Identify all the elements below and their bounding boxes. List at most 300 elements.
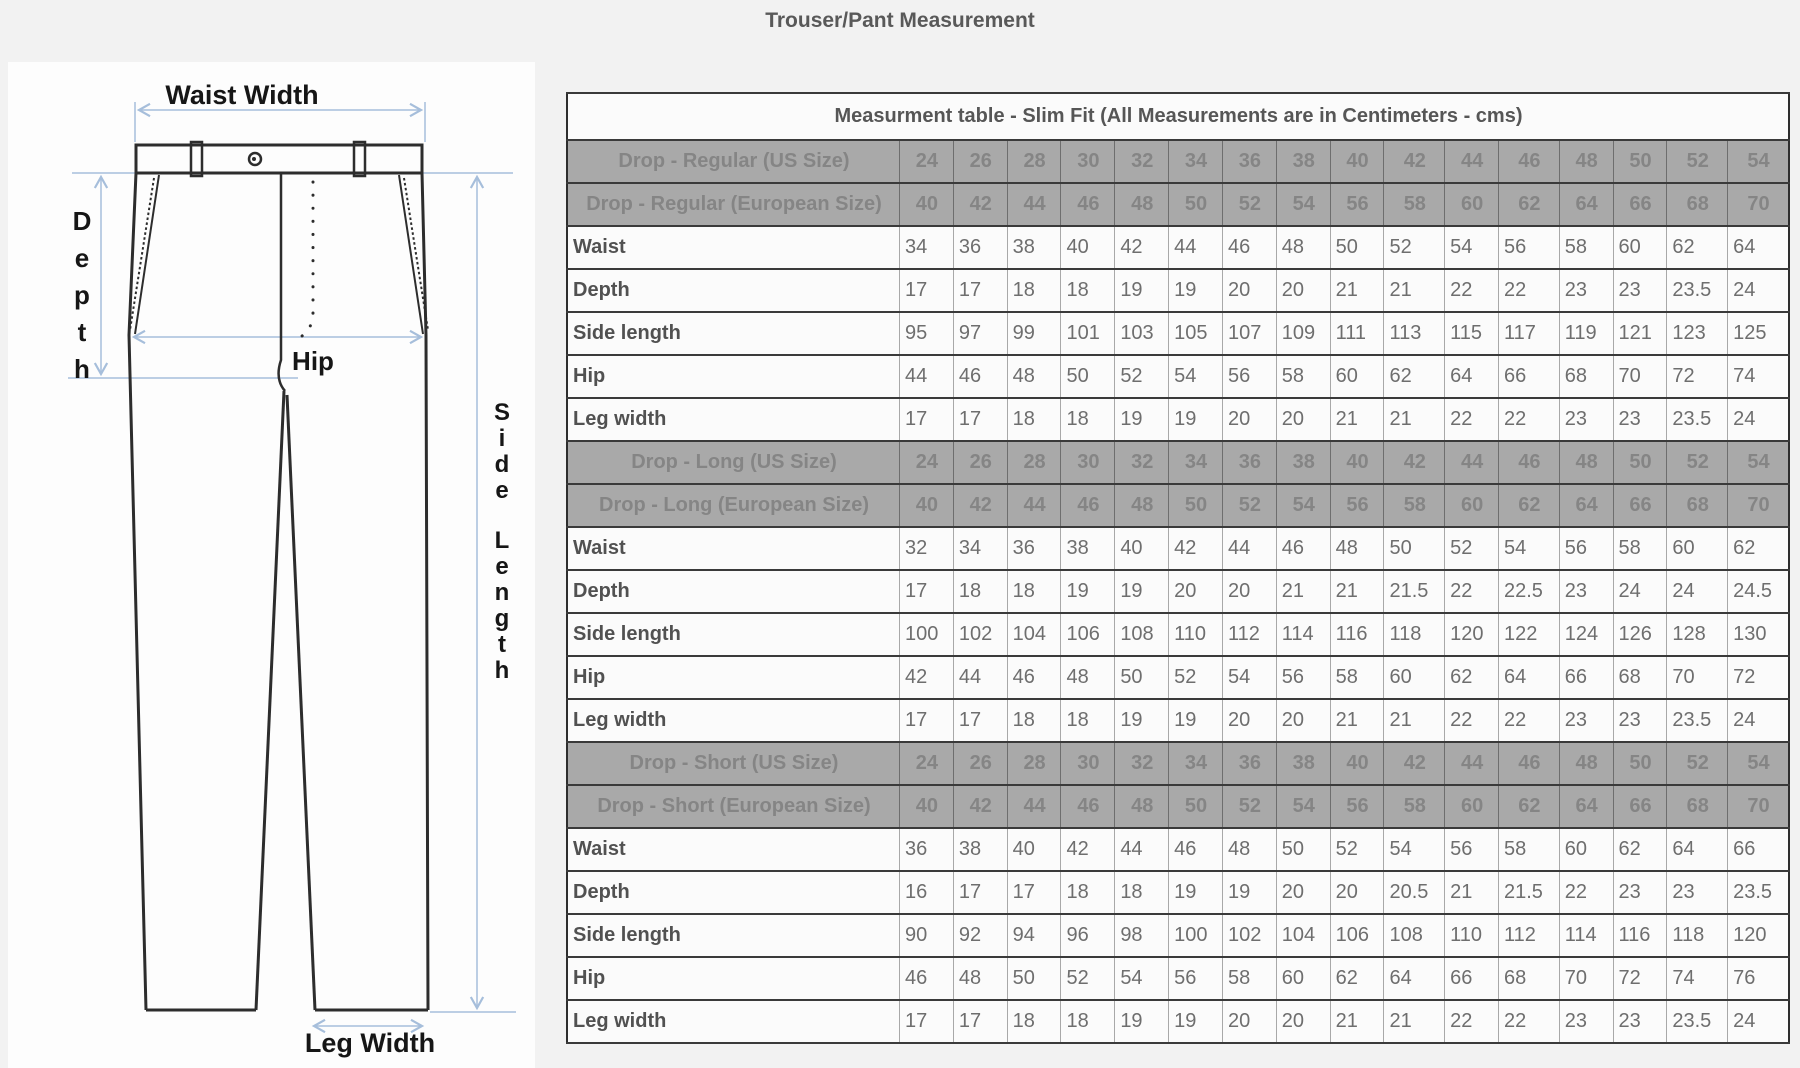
value-cell: 19 bbox=[1169, 871, 1223, 914]
us-size-cell: 34 bbox=[1169, 140, 1223, 183]
depth-label: D e p t h bbox=[72, 206, 92, 384]
value-cell: 60 bbox=[1559, 828, 1613, 871]
value-cell: 48 bbox=[1276, 226, 1330, 269]
row-label: Leg width bbox=[567, 398, 900, 441]
table-row bbox=[567, 570, 1789, 613]
value-cell: 58 bbox=[1499, 828, 1560, 871]
value-cell: 62 bbox=[1384, 355, 1445, 398]
us-size-cell: 52 bbox=[1667, 441, 1728, 484]
us-size-cell: 30 bbox=[1061, 441, 1115, 484]
value-cell: 115 bbox=[1445, 312, 1499, 355]
eu-size-cell: 48 bbox=[1115, 785, 1169, 828]
value-cell: 100 bbox=[1169, 914, 1223, 957]
value-cell: 46 bbox=[1169, 828, 1223, 871]
size-row-us-0 bbox=[567, 140, 1789, 183]
table-row bbox=[567, 527, 1789, 570]
value-cell: 23.5 bbox=[1667, 398, 1728, 441]
value-cell: 22 bbox=[1499, 398, 1560, 441]
value-cell: 46 bbox=[1222, 226, 1276, 269]
value-cell: 22 bbox=[1445, 398, 1499, 441]
value-cell: 56 bbox=[1169, 957, 1223, 1000]
value-cell: 42 bbox=[900, 656, 954, 699]
eu-size-cell: 64 bbox=[1559, 785, 1613, 828]
value-cell: 21 bbox=[1445, 871, 1499, 914]
value-cell: 62 bbox=[1728, 527, 1789, 570]
eu-size-cell: 58 bbox=[1384, 183, 1445, 226]
value-cell: 130 bbox=[1728, 613, 1789, 656]
value-cell: 40 bbox=[1061, 226, 1115, 269]
value-cell: 60 bbox=[1667, 527, 1728, 570]
value-cell: 116 bbox=[1330, 613, 1384, 656]
value-cell: 17 bbox=[953, 269, 1007, 312]
value-cell: 42 bbox=[1115, 226, 1169, 269]
value-cell: 62 bbox=[1667, 226, 1728, 269]
eu-size-cell: 44 bbox=[1007, 484, 1061, 527]
eu-size-cell: 70 bbox=[1728, 785, 1789, 828]
size-row-eu-2 bbox=[567, 785, 1789, 828]
eu-size-cell: 54 bbox=[1276, 484, 1330, 527]
eu-size-cell: 40 bbox=[900, 785, 954, 828]
value-cell: 64 bbox=[1728, 226, 1789, 269]
measurement-table-wrap bbox=[566, 92, 1790, 1044]
value-cell: 66 bbox=[1559, 656, 1613, 699]
value-cell: 21.5 bbox=[1499, 871, 1560, 914]
value-cell: 112 bbox=[1499, 914, 1560, 957]
row-label: Hip bbox=[567, 656, 900, 699]
value-cell: 20 bbox=[1222, 269, 1276, 312]
us-size-cell: 50 bbox=[1613, 140, 1667, 183]
value-cell: 18 bbox=[1061, 269, 1115, 312]
value-cell: 116 bbox=[1613, 914, 1667, 957]
value-cell: 76 bbox=[1728, 957, 1789, 1000]
value-cell: 21 bbox=[1330, 570, 1384, 613]
eu-size-cell: 62 bbox=[1499, 183, 1560, 226]
row-label: Leg width bbox=[567, 1000, 900, 1043]
value-cell: 23 bbox=[1613, 1000, 1667, 1043]
us-size-cell: 44 bbox=[1445, 441, 1499, 484]
value-cell: 70 bbox=[1667, 656, 1728, 699]
us-size-cell: 44 bbox=[1445, 742, 1499, 785]
value-cell: 36 bbox=[1007, 527, 1061, 570]
row-label: Hip bbox=[567, 957, 900, 1000]
value-cell: 18 bbox=[1007, 699, 1061, 742]
us-size-cell: 32 bbox=[1115, 441, 1169, 484]
value-cell: 54 bbox=[1222, 656, 1276, 699]
value-cell: 22.5 bbox=[1499, 570, 1560, 613]
table-row bbox=[567, 269, 1789, 312]
value-cell: 114 bbox=[1276, 613, 1330, 656]
value-cell: 23.5 bbox=[1667, 699, 1728, 742]
eu-size-cell: 70 bbox=[1728, 484, 1789, 527]
measurement-table bbox=[566, 92, 1790, 1044]
value-cell: 20 bbox=[1276, 699, 1330, 742]
eu-size-cell: 42 bbox=[953, 484, 1007, 527]
table-row bbox=[567, 1000, 1789, 1043]
value-cell: 54 bbox=[1169, 355, 1223, 398]
value-cell: 48 bbox=[953, 957, 1007, 1000]
eu-size-cell: 52 bbox=[1222, 183, 1276, 226]
us-size-cell: 28 bbox=[1007, 140, 1061, 183]
value-cell: 60 bbox=[1330, 355, 1384, 398]
value-cell: 19 bbox=[1061, 570, 1115, 613]
us-size-cell: 32 bbox=[1115, 140, 1169, 183]
value-cell: 104 bbox=[1007, 613, 1061, 656]
eu-size-cell: 52 bbox=[1222, 785, 1276, 828]
us-size-cell: 26 bbox=[953, 742, 1007, 785]
eu-size-cell: 64 bbox=[1559, 484, 1613, 527]
value-cell: 64 bbox=[1384, 957, 1445, 1000]
value-cell: 66 bbox=[1445, 957, 1499, 1000]
value-cell: 100 bbox=[900, 613, 954, 656]
value-cell: 19 bbox=[1115, 269, 1169, 312]
value-cell: 42 bbox=[1061, 828, 1115, 871]
value-cell: 19 bbox=[1115, 699, 1169, 742]
value-cell: 64 bbox=[1667, 828, 1728, 871]
eu-size-cell: 66 bbox=[1613, 484, 1667, 527]
us-size-cell: 44 bbox=[1445, 140, 1499, 183]
value-cell: 48 bbox=[1007, 355, 1061, 398]
value-cell: 20 bbox=[1276, 269, 1330, 312]
table-row bbox=[567, 355, 1789, 398]
value-cell: 110 bbox=[1169, 613, 1223, 656]
value-cell: 118 bbox=[1667, 914, 1728, 957]
value-cell: 54 bbox=[1445, 226, 1499, 269]
value-cell: 38 bbox=[953, 828, 1007, 871]
value-cell: 21 bbox=[1384, 398, 1445, 441]
value-cell: 46 bbox=[900, 957, 954, 1000]
eu-size-cell: 66 bbox=[1613, 183, 1667, 226]
value-cell: 98 bbox=[1115, 914, 1169, 957]
value-cell: 20.5 bbox=[1384, 871, 1445, 914]
us-size-cell: 52 bbox=[1667, 140, 1728, 183]
us-size-cell: 48 bbox=[1559, 140, 1613, 183]
us-size-cell: 34 bbox=[1169, 742, 1223, 785]
row-label: Depth bbox=[567, 871, 900, 914]
value-cell: 58 bbox=[1276, 355, 1330, 398]
value-cell: 22 bbox=[1499, 699, 1560, 742]
value-cell: 101 bbox=[1061, 312, 1115, 355]
value-cell: 70 bbox=[1613, 355, 1667, 398]
value-cell: 18 bbox=[1007, 570, 1061, 613]
value-cell: 56 bbox=[1559, 527, 1613, 570]
value-cell: 118 bbox=[1384, 613, 1445, 656]
value-cell: 20 bbox=[1222, 398, 1276, 441]
value-cell: 121 bbox=[1613, 312, 1667, 355]
us-size-cell: 24 bbox=[900, 742, 954, 785]
table-row bbox=[567, 613, 1789, 656]
value-cell: 48 bbox=[1330, 527, 1384, 570]
value-cell: 72 bbox=[1613, 957, 1667, 1000]
value-cell: 56 bbox=[1276, 656, 1330, 699]
value-cell: 72 bbox=[1728, 656, 1789, 699]
us-size-cell: 50 bbox=[1613, 742, 1667, 785]
us-size-cell: 40 bbox=[1330, 140, 1384, 183]
eu-size-cell: 70 bbox=[1728, 183, 1789, 226]
eu-size-cell: 46 bbox=[1061, 183, 1115, 226]
value-cell: 66 bbox=[1499, 355, 1560, 398]
eu-size-cell: 58 bbox=[1384, 785, 1445, 828]
value-cell: 48 bbox=[1222, 828, 1276, 871]
us-size-cell: 38 bbox=[1276, 441, 1330, 484]
us-size-cell: 54 bbox=[1728, 742, 1789, 785]
value-cell: 50 bbox=[1007, 957, 1061, 1000]
eu-size-cell: 60 bbox=[1445, 785, 1499, 828]
us-size-cell: 46 bbox=[1499, 140, 1560, 183]
value-cell: 24 bbox=[1667, 570, 1728, 613]
value-cell: 23 bbox=[1559, 398, 1613, 441]
value-cell: 111 bbox=[1330, 312, 1384, 355]
value-cell: 106 bbox=[1330, 914, 1384, 957]
page-title: Trouser/Pant Measurement bbox=[765, 9, 1035, 32]
value-cell: 94 bbox=[1007, 914, 1061, 957]
value-cell: 18 bbox=[953, 570, 1007, 613]
row-label: Side length bbox=[567, 613, 900, 656]
us-size-cell: 36 bbox=[1222, 441, 1276, 484]
value-cell: 66 bbox=[1728, 828, 1789, 871]
value-cell: 19 bbox=[1115, 1000, 1169, 1043]
size-row-label: Drop - Regular (European Size) bbox=[567, 183, 900, 226]
row-label: Waist bbox=[567, 828, 900, 871]
value-cell: 22 bbox=[1445, 699, 1499, 742]
value-cell: 23 bbox=[1613, 269, 1667, 312]
value-cell: 50 bbox=[1115, 656, 1169, 699]
value-cell: 23.5 bbox=[1728, 871, 1789, 914]
value-cell: 68 bbox=[1499, 957, 1560, 1000]
value-cell: 117 bbox=[1499, 312, 1560, 355]
size-row-label: Drop - Short (US Size) bbox=[567, 742, 900, 785]
value-cell: 103 bbox=[1115, 312, 1169, 355]
value-cell: 46 bbox=[1007, 656, 1061, 699]
table-row bbox=[567, 828, 1789, 871]
value-cell: 24 bbox=[1728, 1000, 1789, 1043]
value-cell: 24 bbox=[1728, 398, 1789, 441]
value-cell: 36 bbox=[900, 828, 954, 871]
value-cell: 20 bbox=[1222, 699, 1276, 742]
value-cell: 23.5 bbox=[1667, 1000, 1728, 1043]
value-cell: 17 bbox=[953, 871, 1007, 914]
value-cell: 112 bbox=[1222, 613, 1276, 656]
value-cell: 60 bbox=[1613, 226, 1667, 269]
eu-size-cell: 44 bbox=[1007, 183, 1061, 226]
eu-size-cell: 60 bbox=[1445, 183, 1499, 226]
value-cell: 52 bbox=[1330, 828, 1384, 871]
value-cell: 20 bbox=[1222, 1000, 1276, 1043]
value-cell: 126 bbox=[1613, 613, 1667, 656]
eu-size-cell: 54 bbox=[1276, 183, 1330, 226]
value-cell: 56 bbox=[1222, 355, 1276, 398]
us-size-cell: 34 bbox=[1169, 441, 1223, 484]
value-cell: 40 bbox=[1115, 527, 1169, 570]
eu-size-cell: 56 bbox=[1330, 183, 1384, 226]
row-label: Depth bbox=[567, 570, 900, 613]
value-cell: 74 bbox=[1728, 355, 1789, 398]
us-size-cell: 40 bbox=[1330, 742, 1384, 785]
value-cell: 99 bbox=[1007, 312, 1061, 355]
trouser-diagram bbox=[8, 62, 535, 1068]
value-cell: 23 bbox=[1559, 570, 1613, 613]
eu-size-cell: 46 bbox=[1061, 785, 1115, 828]
value-cell: 108 bbox=[1115, 613, 1169, 656]
eu-size-cell: 66 bbox=[1613, 785, 1667, 828]
size-row-eu-1 bbox=[567, 484, 1789, 527]
value-cell: 19 bbox=[1169, 269, 1223, 312]
value-cell: 102 bbox=[1222, 914, 1276, 957]
side-label: S i d e bbox=[493, 399, 511, 504]
value-cell: 24 bbox=[1728, 699, 1789, 742]
eu-size-cell: 54 bbox=[1276, 785, 1330, 828]
us-size-cell: 50 bbox=[1613, 441, 1667, 484]
value-cell: 46 bbox=[953, 355, 1007, 398]
eu-size-cell: 42 bbox=[953, 785, 1007, 828]
value-cell: 19 bbox=[1169, 398, 1223, 441]
trouser-diagram-panel bbox=[8, 62, 535, 1068]
value-cell: 18 bbox=[1115, 871, 1169, 914]
value-cell: 107 bbox=[1222, 312, 1276, 355]
value-cell: 52 bbox=[1061, 957, 1115, 1000]
us-size-cell: 40 bbox=[1330, 441, 1384, 484]
size-row-label: Drop - Long (US Size) bbox=[567, 441, 900, 484]
us-size-cell: 52 bbox=[1667, 742, 1728, 785]
value-cell: 20 bbox=[1276, 1000, 1330, 1043]
value-cell: 20 bbox=[1169, 570, 1223, 613]
eu-size-cell: 62 bbox=[1499, 484, 1560, 527]
value-cell: 34 bbox=[953, 527, 1007, 570]
value-cell: 58 bbox=[1222, 957, 1276, 1000]
us-size-cell: 30 bbox=[1061, 742, 1115, 785]
eu-size-cell: 68 bbox=[1667, 484, 1728, 527]
value-cell: 119 bbox=[1559, 312, 1613, 355]
value-cell: 92 bbox=[953, 914, 1007, 957]
eu-size-cell: 50 bbox=[1169, 484, 1223, 527]
value-cell: 23.5 bbox=[1667, 269, 1728, 312]
value-cell: 20 bbox=[1222, 570, 1276, 613]
value-cell: 21 bbox=[1330, 1000, 1384, 1043]
us-size-cell: 46 bbox=[1499, 742, 1560, 785]
value-cell: 38 bbox=[1007, 226, 1061, 269]
value-cell: 22 bbox=[1499, 269, 1560, 312]
value-cell: 113 bbox=[1384, 312, 1445, 355]
value-cell: 64 bbox=[1499, 656, 1560, 699]
value-cell: 110 bbox=[1445, 914, 1499, 957]
value-cell: 58 bbox=[1613, 527, 1667, 570]
us-size-cell: 28 bbox=[1007, 441, 1061, 484]
value-cell: 19 bbox=[1115, 570, 1169, 613]
value-cell: 70 bbox=[1559, 957, 1613, 1000]
eu-size-cell: 48 bbox=[1115, 183, 1169, 226]
value-cell: 68 bbox=[1559, 355, 1613, 398]
value-cell: 22 bbox=[1445, 269, 1499, 312]
value-cell: 17 bbox=[953, 1000, 1007, 1043]
value-cell: 17 bbox=[900, 269, 954, 312]
value-cell: 106 bbox=[1061, 613, 1115, 656]
value-cell: 19 bbox=[1169, 699, 1223, 742]
eu-size-cell: 40 bbox=[900, 183, 954, 226]
value-cell: 19 bbox=[1222, 871, 1276, 914]
value-cell: 109 bbox=[1276, 312, 1330, 355]
value-cell: 38 bbox=[1061, 527, 1115, 570]
length-label: L e n g t h bbox=[494, 527, 510, 684]
value-cell: 32 bbox=[900, 527, 954, 570]
value-cell: 120 bbox=[1728, 914, 1789, 957]
table-row bbox=[567, 656, 1789, 699]
value-cell: 58 bbox=[1559, 226, 1613, 269]
leg-width-label: Leg Width bbox=[304, 1028, 436, 1058]
size-row-label: Drop - Regular (US Size) bbox=[567, 140, 900, 183]
value-cell: 96 bbox=[1061, 914, 1115, 957]
size-row-us-2 bbox=[567, 742, 1789, 785]
value-cell: 42 bbox=[1169, 527, 1223, 570]
us-size-cell: 38 bbox=[1276, 140, 1330, 183]
value-cell: 56 bbox=[1445, 828, 1499, 871]
value-cell: 60 bbox=[1384, 656, 1445, 699]
value-cell: 54 bbox=[1384, 828, 1445, 871]
value-cell: 18 bbox=[1061, 1000, 1115, 1043]
value-cell: 64 bbox=[1445, 355, 1499, 398]
value-cell: 62 bbox=[1330, 957, 1384, 1000]
table-row bbox=[567, 226, 1789, 269]
eu-size-cell: 64 bbox=[1559, 183, 1613, 226]
table-row bbox=[567, 914, 1789, 957]
value-cell: 122 bbox=[1499, 613, 1560, 656]
measurement-table-body bbox=[567, 93, 1789, 1043]
measurement-arrows bbox=[101, 110, 477, 1026]
value-cell: 125 bbox=[1728, 312, 1789, 355]
us-size-cell: 48 bbox=[1559, 441, 1613, 484]
value-cell: 23 bbox=[1613, 699, 1667, 742]
value-cell: 23 bbox=[1613, 398, 1667, 441]
value-cell: 128 bbox=[1667, 613, 1728, 656]
value-cell: 22 bbox=[1499, 1000, 1560, 1043]
us-size-cell: 42 bbox=[1384, 441, 1445, 484]
eu-size-cell: 52 bbox=[1222, 484, 1276, 527]
belt-loop-left bbox=[191, 142, 202, 176]
eu-size-cell: 60 bbox=[1445, 484, 1499, 527]
size-row-eu-0 bbox=[567, 183, 1789, 226]
us-size-cell: 32 bbox=[1115, 742, 1169, 785]
us-size-cell: 42 bbox=[1384, 140, 1445, 183]
value-cell: 23 bbox=[1559, 699, 1613, 742]
us-size-cell: 28 bbox=[1007, 742, 1061, 785]
value-cell: 52 bbox=[1384, 226, 1445, 269]
value-cell: 44 bbox=[953, 656, 1007, 699]
value-cell: 34 bbox=[900, 226, 954, 269]
value-cell: 17 bbox=[953, 398, 1007, 441]
value-cell: 24 bbox=[1613, 570, 1667, 613]
value-cell: 21 bbox=[1330, 699, 1384, 742]
table-row bbox=[567, 871, 1789, 914]
value-cell: 21 bbox=[1384, 699, 1445, 742]
size-row-label: Drop - Short (European Size) bbox=[567, 785, 900, 828]
belt-loop-right bbox=[354, 142, 365, 176]
value-cell: 95 bbox=[900, 312, 954, 355]
value-cell: 22 bbox=[1559, 871, 1613, 914]
value-cell: 108 bbox=[1384, 914, 1445, 957]
table-row bbox=[567, 699, 1789, 742]
value-cell: 74 bbox=[1667, 957, 1728, 1000]
value-cell: 16 bbox=[900, 871, 954, 914]
us-size-cell: 36 bbox=[1222, 742, 1276, 785]
value-cell: 23 bbox=[1613, 871, 1667, 914]
value-cell: 97 bbox=[953, 312, 1007, 355]
value-cell: 52 bbox=[1169, 656, 1223, 699]
value-cell: 56 bbox=[1499, 226, 1560, 269]
eu-size-cell: 50 bbox=[1169, 183, 1223, 226]
table-row bbox=[567, 957, 1789, 1000]
value-cell: 62 bbox=[1613, 828, 1667, 871]
value-cell: 44 bbox=[1169, 226, 1223, 269]
value-cell: 19 bbox=[1169, 1000, 1223, 1043]
value-cell: 54 bbox=[1499, 527, 1560, 570]
